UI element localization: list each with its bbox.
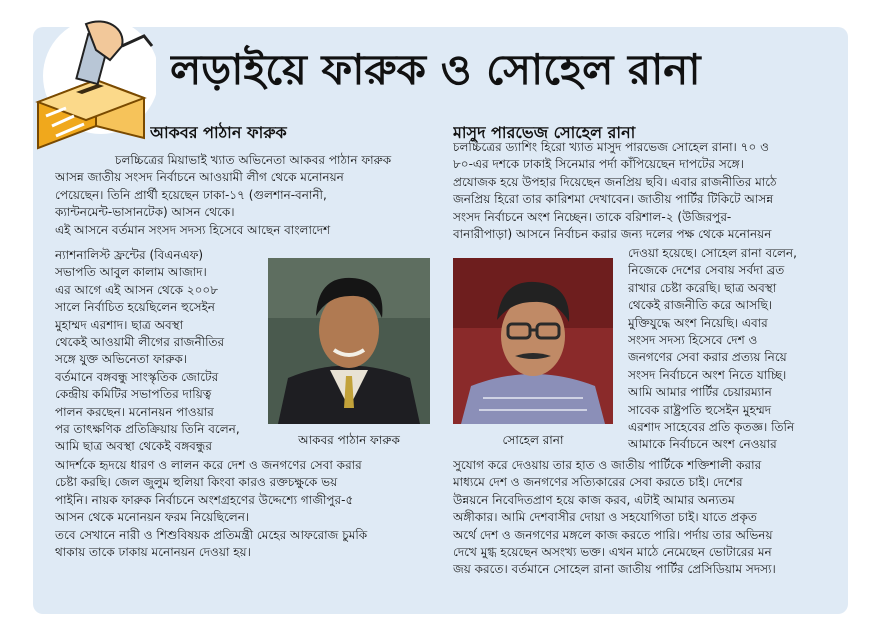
paragraph-line: পালন করছেন। মনোনয়ন পাওয়ার <box>55 404 214 419</box>
paragraph-line: কেন্দ্রীয় কমিটির সভাপতির দায়িত্ব <box>55 387 212 402</box>
paragraph-line: চলচ্চিত্রের ড্যাশিং হিরো খ্যাত মাসুদ পারভেজ সোহেল রানা। ৭০ ও <box>453 140 769 154</box>
paragraph-line: দেখে মুগ্ধ হয়েছেন অসংখ্য ভক্ত। এখন মাঠে নেমেছেন ভোটারের মন <box>453 545 772 560</box>
paragraph-line: সুযোগ করে দেওয়ায় তার হাত ও জাতীয় পার্টিকে শক্তিশালী করার <box>453 458 762 472</box>
paragraph-line: এরশাদ সাহেবের প্রতি কৃতজ্ঞ। তিনি <box>628 420 795 435</box>
paragraph-line: ৮০-এর দশকে ঢাকাই সিনেমার পর্দা কাঁপিয়েছেন দাপটের সঙ্গে। <box>453 157 744 172</box>
paragraph-line: বানারীপাড়া) আসনে নির্বাচন করার জন্য দলের পক্ষ থেকে মনোনয়ন <box>453 227 772 242</box>
left-subhead: আকবর পাঠান ফারুক <box>150 123 287 142</box>
paragraph-line: মাধ্যমে দেশ ও জনগণের সত্যিকারের সেবা করতে চাই। দেশের <box>453 475 743 490</box>
left-side-text <box>55 247 265 456</box>
paragraph-line: আসন্ন জাতীয় সংসদ নির্বাচনে আওয়ামী লীগ থেকে মনোনয়ন <box>55 170 344 185</box>
paragraph-line: সংসদ নির্বাচনে অংশ নিতে যাচ্ছি। <box>628 367 787 382</box>
paragraph-line: সাবেক রাষ্ট্রপতি হুসেইন মুহম্মদ <box>628 402 772 417</box>
paragraph-line: অর্থে দেশ ও জনগণের মঙ্গলে কাজ করতে পারি। পর্দায় তার অভিনয় <box>453 527 773 542</box>
faruk-photo <box>268 258 430 424</box>
paragraph-line: ক্যান্টনমেন্ট-ভাসানটেক) আসন থেকে। <box>55 205 235 220</box>
left-top-text <box>55 152 430 239</box>
sohel-rana-caption: সোহেল রানা <box>502 433 564 447</box>
paragraph-line: সংসদ সদস্য হিসেবে দেশ ও <box>628 333 758 348</box>
paragraph-line: জয় করতে। বর্তমানে সোহেল রানা জাতীয় পার্টির প্রেসিডিয়াম সদস্য। <box>453 562 776 577</box>
paragraph-line: সভাপতি আবুল কালাম আজাদ। <box>55 265 207 280</box>
paragraph-line: সংসদ নির্বাচনে অংশ নিচ্ছেন। তাকে বরিশাল-২ (উজিরপুর- <box>453 209 732 224</box>
paragraph-line: নিজেকে দেশের সেবায় সর্বদা ব্রত <box>628 263 785 278</box>
right-top-text <box>453 139 843 243</box>
paragraph-line: প্রযোজক হয়ে উপহার দিয়েছেন জনপ্রিয় ছবি। এবার রাজনীতির মাঠে <box>453 174 777 189</box>
paragraph-line: পেয়েছেন। তিনি প্রার্থী হয়েছেন ঢাকা-১৭ (গুলশান-বনানী, <box>55 187 327 202</box>
right-subhead: মাসুদ পারভেজ সোহেল রানা <box>453 123 636 142</box>
paragraph-line: সঙ্গে যুক্ত অভিনেতা ফারুক। <box>55 352 188 367</box>
ballot-box-icon <box>26 16 156 151</box>
paragraph-line: আমি আমার পার্টির চেয়ারম্যান <box>628 385 772 400</box>
paragraph-line: জনগণের সেবা করার প্রত্যয় নিয়ে <box>628 350 787 365</box>
paragraph-line: মুক্তিযুদ্ধে অংশ নিয়েছি। এবার <box>628 315 768 330</box>
paragraph-line: রাখার চেষ্টা করেছি। ছাত্র অবস্থা <box>628 280 777 295</box>
headline: লড়াইয়ে ফারুক ও সোহেল রানা <box>170 45 701 94</box>
paragraph-line: থাকায় তাকে ঢাকায় মনোনয়ন দেওয়া হয়। <box>55 545 251 560</box>
paragraph-line: দেওয়া হয়েছে। সোহেল রানা বলেন, <box>628 246 797 260</box>
paragraph-line: থেকেই রাজনীতি করে আসছি। <box>628 298 773 313</box>
paragraph-line: আমি ছাত্র অবস্থা থেকেই বঙ্গবন্ধুর <box>55 439 212 454</box>
paragraph-line: ন্যাশনালিস্ট ফ্রন্টের (বিএনএফ) <box>55 248 204 262</box>
paragraph-line: জনপ্রিয় হিরো তার কারিশমা দেখাবেন। জাতীয় পার্টির টিকিটে আসন্ন <box>453 192 774 207</box>
paragraph-line: এর আগে এই আসন থেকে ২০০৮ <box>55 282 218 297</box>
right-side-text <box>628 245 848 454</box>
paragraph-line: মুহাম্মদ এরশাদ। ছাত্র অবস্থা <box>55 317 184 332</box>
paragraph-line: বর্তমানে বঙ্গবন্ধু সাংস্কৃতিক জোটের <box>55 369 219 384</box>
faruk-caption: আকবর পাঠান ফারুক <box>298 433 400 447</box>
paragraph-line: উন্নয়নে নিবেদিতপ্রাণ হয়ে কাজ করব, এটাই আমার অন্যতম <box>453 492 735 507</box>
paragraph-line: আমাকে নির্বাচনে অংশ নেওয়ার <box>628 437 777 452</box>
paragraph-line: চলচ্চিত্রের মিয়াভাই খ্যাত অভিনেতা আকবর পাঠান ফারুক <box>115 153 392 167</box>
paragraph-line: পাইনি। নায়ক ফারুক নির্বাচনে অংশগ্রহণের উদ্দেশ্যে গাজীপুর-৫ <box>55 492 354 507</box>
paragraph-line: আসন থেকে মনোনয়ন ফরম নিয়েছিলেন। <box>55 510 250 525</box>
paragraph-line: চেষ্টা করছি। জেল জুলুম হুলিয়া কিংবা কারও রক্তচক্ষুকে ভয় <box>55 475 338 490</box>
paragraph-line: এই আসনে বর্তমান সংসদ সদস্য হিসেবে আছেন বাংলাদেশ <box>55 222 331 237</box>
paragraph-line: থেকেই আওয়ামী লীগের রাজনীতির <box>55 335 225 350</box>
paragraph-line: তবে সেখানে নারী ও শিশুবিষয়ক প্রতিমন্ত্রী মেহের আফরোজ চুমকি <box>55 527 368 542</box>
paragraph-line: আদর্শকে হৃদয়ে ধারণ ও লালন করে দেশ ও জনগণের সেবা করার <box>55 458 362 472</box>
sohel-rana-photo <box>453 258 613 424</box>
right-bottom-text <box>453 457 845 579</box>
paragraph-line: সালে নির্বাচিত হয়েছিলেন হুসেইন <box>55 300 215 315</box>
paragraph-line: অঙ্গীকার। আমি দেশবাসীর দোয়া ও সহযোগিতা চাই। যাতে প্রকৃত <box>453 510 757 525</box>
left-bottom-text <box>55 457 445 561</box>
paragraph-line: পর তাৎক্ষণিক প্রতিক্রিয়ায় তিনি বলেন, <box>55 422 240 437</box>
